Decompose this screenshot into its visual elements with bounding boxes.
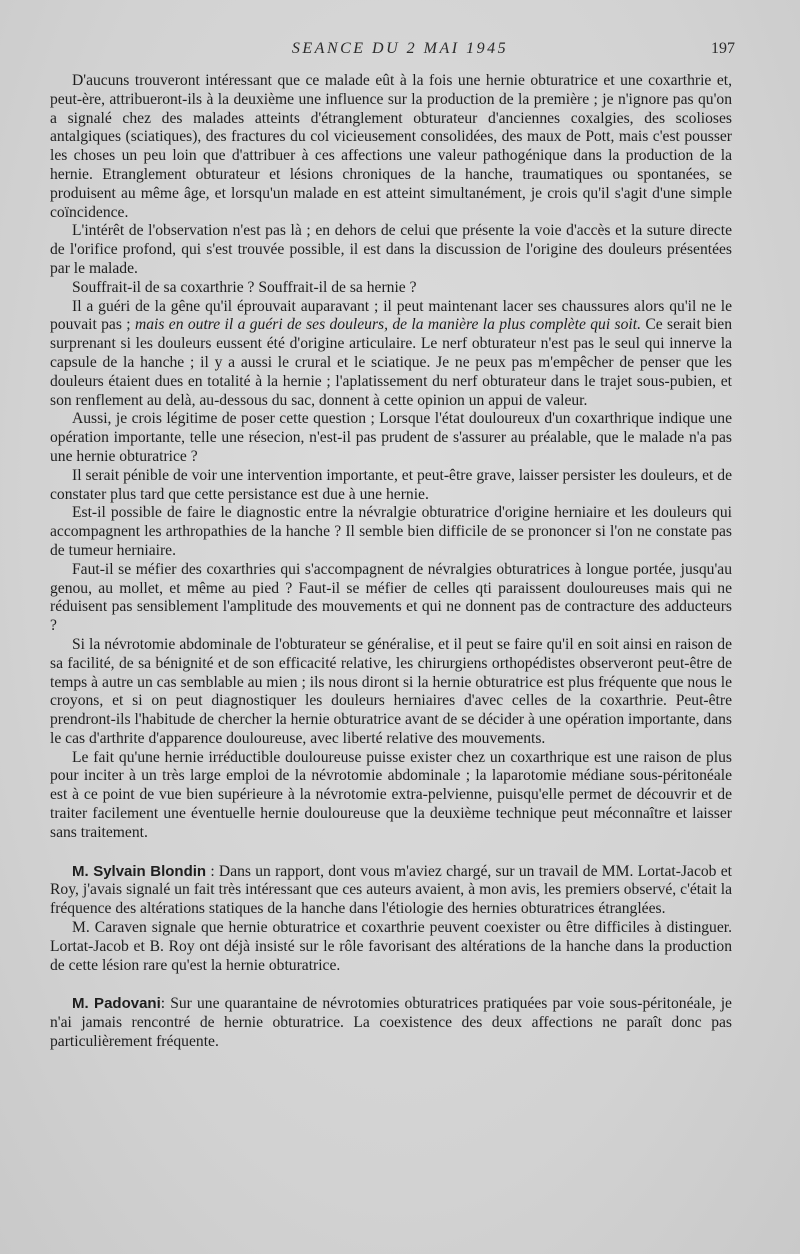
paragraph-6: Il serait pénible de voir une intervention importante, et peut-être grave, laisser persister les douleurs, et de constater plus tard que cette persistance est due à une hernie.	[50, 466, 732, 503]
blondin-remark-continued: M. Caraven signale que hernie obturatrice et coxarthrie peuvent coexister ou être difficiles à distinguer. Lortat-Jacob et B. Roy ont déjà insisté sur le rôle favorisant des altérations de la hanche dans la production de cette lésion rare qu'est la hernie obturatrice.	[50, 919, 732, 974]
speaker-padovani: M. Padovani	[72, 995, 161, 1013]
padovani-remark	[50, 995, 732, 1051]
paragraph-2: L'intérêt de l'observation n'est pas là ; en dehors de celui que présente la voie d'accès et la suture directe de l'orifice profond, qui s'est trouvée possible, il est dans la discussion de l'origine des douleurs présentées par le malade.	[50, 222, 732, 277]
paragraph-10: Le fait qu'une hernie irréductible douloureuse puisse exister chez un coxarthrique est une raison de plus pour inciter à un très large emploi de la névrotomie abdominale ; la laparotomie médiane sous-péritonéale est à ce point de vue bien supérieure à la névrotomie extra-pelvienne, puisqu'elle permet de découvrir et de traiter facilement une éventuelle hernie douloureuse que la deuxième technique peut méconnaître et laisser sans traitement.	[50, 748, 732, 841]
paragraph-4-part-a: Il a guéri de la gêne qu'il éprouvait auparavant ; il peut maintenant lacer ses chaussures alors qu'il ne le pouvait pas ;	[50, 297, 732, 334]
paragraph-3: Souffrait-il de sa coxarthrie ? Souffrait-il de sa hernie ?	[72, 278, 417, 296]
paragraph-7: Est-il possible de faire le diagnostic entre la névralgie obturatrice d'origine herniaire et les douleurs qui accompagnent les arthropathies de la hanche ? Il semble bien difficile de se prononcer si l'on ne constate pas de tumeur herniaire.	[50, 504, 732, 559]
blondin-remark-text: : Dans un rapport, dont vous m'aviez chargé, sur un travail de MM. Lortat-Jacob et Roy, j'avais signalé un fait très intéressant que ces auteurs avaient, à mon avis, les premiers observé, c'était la fréquence des altérations statiques de la hanche dans l'étiologie des hernies obturatrices étranglées.	[50, 862, 732, 918]
blondin-remark	[50, 863, 732, 919]
paragraph-9: Si la névrotomie abdominale de l'obturateur se généralise, et il peut se faire qu'il en soit ainsi en raison de sa facilité, de sa bénignité et de son efficacité relative, les chirurgiens orthopédistes observeront peut-être de temps à autre un cas semblable au mien ; ils nous diront si la hernie obturatrice est plus fréquente que nous le croyons, et si on peut diagnostiquer les douleurs herniaires d'avec celles de la coxarthrie. Peut-être prendront-ils l'habitude de chercher la hernie obturatrice avant de se décider à une opération importante, dans le cas d'arthrite d'apparence douloureuse, avec liberté relative des mouvements.	[50, 635, 732, 747]
paragraph-5: Aussi, je crois légitime de poser cette question ; Lorsque l'état douloureux d'un coxarthrique indique une opération importante, telle une résecion, n'est-il pas prudent de s'assurer au préalable, que le malade n'a pas une hernie obturatrice ?	[50, 410, 732, 465]
paragraph-4-italic-emphasis: mais en outre il a guéri de ses douleurs, de la manière la plus complète qui soit.	[134, 316, 641, 334]
page-header	[0, 40, 800, 64]
running-title: SEANCE DU 2 MAI 1945	[291, 40, 509, 57]
paragraph-1: D'aucuns trouveront intéressant que ce malade eût à la fois une hernie obturatrice et une coxarthrie et, peut-ère, attribueront-ils à la deuxième une influence sur la production de la première ; je n'ignore pas qu'on a signalé chez des malades atteints d'étranglement obturateur d'anciennes coxalgies, des scolioses antalgiques (sciatiques), des fractures du col vicieusement consolidées, des maux de Pott, mais c'est pousser les choses un peu loin que d'attribuer à ces affections une valeur pathogénique dans la production de la hernie. Etranglement obturateur et lésions chroniques de la hanche, traumatiques ou spontanées, se produisent au même âge, et lorsqu'un malade en est atteint simultanément, je crois qu'il s'agit d'une simple coïncidence.	[50, 72, 732, 221]
paragraph-4-part-c: Ce serait bien surprenant si les douleurs eussent été d'origine articulaire. Le nerf obturateur n'est pas le seul qui innerve la capsule de la hanche ; il y a aussi le crural et le sciatique. Je ne peux pas m'empêcher de penser que les douleurs étaient dues en totalité à la hernie ; l'aplatissement du nerf obturateur dans le trajet sous-pubien, et son renflement au delà, au-dessous du sac, donnent à cette opinion un appui de valeur.	[50, 316, 732, 409]
padovani-remark-text: : Sur une quarantaine de névrotomies obturatrices pratiquées par voie sous-péritonéale, je n'ai jamais rencontré de hernie obturatrice. La coexistence des deux affections ne paraît donc pas particulièrement fréquente.	[50, 995, 732, 1051]
page-number: 197	[711, 40, 735, 57]
article-body	[50, 72, 732, 1052]
paragraph-4	[50, 298, 732, 411]
paragraph-8: Faut-il se méfier des coxarthries qui s'accompagnent de névralgies obturatrices à longue portée, jusqu'au genou, au mollet, et même au pied ? Faut-il se méfier de celles qti paraissent douloureuses mais qui ne réduisent pas sensiblement l'amplitude des mouvements et qui ne donnent pas de contracture des adducteurs ?	[50, 560, 732, 635]
speaker-blondin: M. Sylvain Blondin	[72, 862, 207, 880]
